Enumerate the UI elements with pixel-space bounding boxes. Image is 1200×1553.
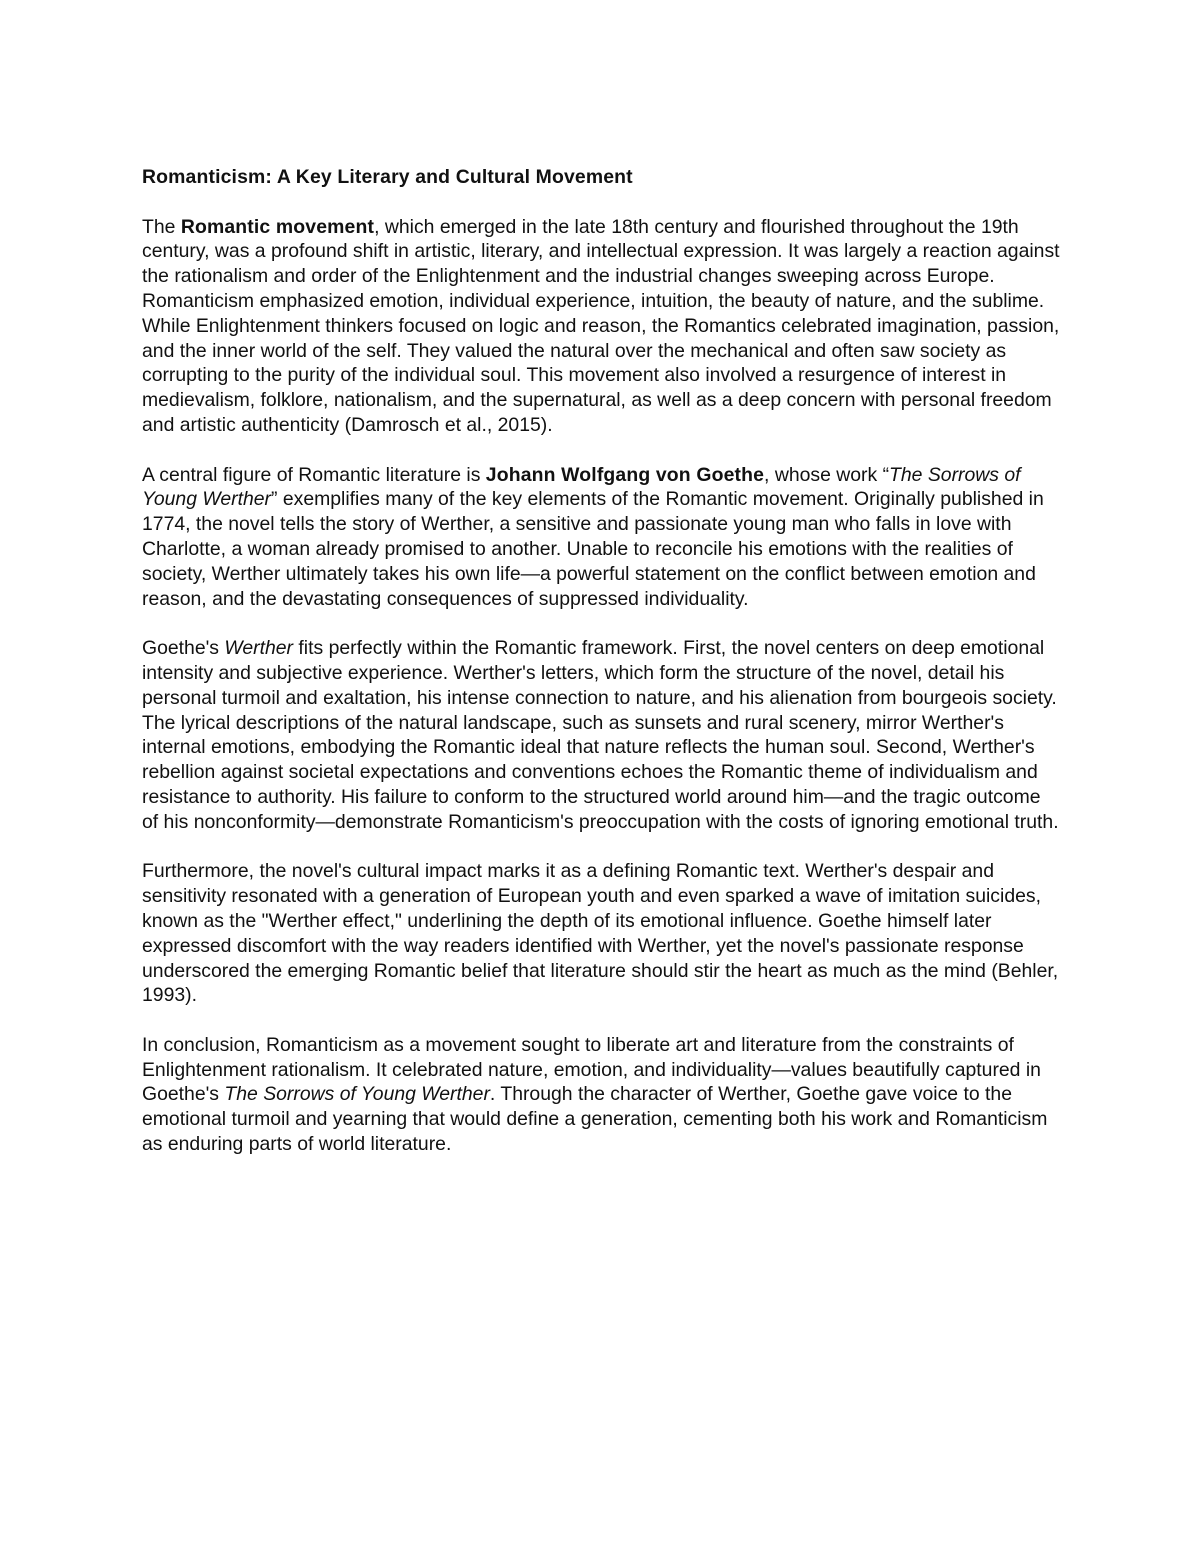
text-run: . Through the character of Werther, Goethe gave voice to the emotional turmoil and yearning that would define a generation, cementing both his work and Romanticism as enduring parts of world literature.	[142, 1083, 1048, 1156]
text-run: The	[142, 215, 181, 238]
text-run: In conclusion, Romanticism as a movement sought to liberate art and literature from the constraints of Enlightenment rationalism. It celebrated nature, emotion, and individuality—values beautifully captured in Goethe's	[142, 1033, 1041, 1106]
body-paragraph	[142, 636, 1062, 834]
document-title: Romanticism: A Key Literary and Cultural Movement	[142, 166, 633, 188]
italic-text: The Sorrows of Young Werther	[142, 463, 1021, 511]
document-page	[142, 165, 1062, 1182]
bold-text: Romantic movement	[180, 215, 375, 238]
body-paragraph	[142, 1033, 1062, 1157]
text-run: fits perfectly within the Romantic framework. First, the novel centers on deep emotional intensity and subjective experience. Werther's letters, which form the structure of the novel, detail his personal turmoil and exaltation, his intense connection to nature, and his alienation from bourgeois society. The lyrical descriptions of the natural landscape, such as sunsets and rural scenery, mirror Werther's internal emotions, embodying the Romantic ideal that nature reflects the human soul. Second, Werther's rebellion against societal expectations and conventions echoes the Romantic theme of individualism and resistance to authority. His failure to conform to the structured world around him—and the tragic outcome of his nonconformity—demonstrate Romanticism's preoccupation with the costs of ignoring emotional truth.	[142, 637, 1059, 833]
text-run: ” exemplifies many of the key elements of the Romantic movement. Originally published in 1774, the novel tells the story of Werther, a sensitive and passionate young man who falls in love with Charlotte, a woman already promised to another. Unable to reconcile his emotions with the realities of society, Werther ultimately takes his own life—a powerful statement on the conflict between emotion and reason, and the devastating consequences of suppressed individuality.	[142, 488, 1044, 610]
text-run: Furthermore, the novel's cultural impact marks it as a defining Romantic text. Werther's despair and sensitivity resonated with a generation of European youth and even sparked a wave of imitation suicides, known as the "Werther effect," underlining the depth of its emotional influence. Goethe himself later expressed discomfort with the way readers identified with Werther, yet the novel's passionate response underscored the emerging Romantic belief that literature should stir the heart as much as the mind (Behler, 1993).	[142, 860, 1059, 1007]
italic-text: The Sorrows of Young Werther	[224, 1083, 490, 1106]
body-paragraph	[142, 859, 1062, 1008]
document-body	[142, 215, 1062, 1157]
body-paragraph	[142, 463, 1062, 612]
text-run: A central figure of Romantic literature is	[142, 463, 486, 486]
body-paragraph	[142, 215, 1062, 438]
italic-text: Werther	[224, 637, 294, 660]
text-run: , which emerged in the late 18th century and flourished throughout the 19th century, was a profound shift in artistic, literary, and intellectual expression. It was largely a reaction against the rationalism and order of the Enlightenment and the industrial changes sweeping across Europe. Romanticism emphasized emotion, individual experience, intuition, the beauty of nature, and the sublime. While Enlightenment thinkers focused on logic and reason, the Romantics celebrated imagination, passion, and the inner world of the self. They valued the natural over the mechanical and often saw society as corrupting to the purity of the individual soul. This movement also involved a resurgence of interest in medievalism, folklore, nationalism, and the supernatural, as well as a deep concern with personal freedom and artistic authenticity (Damrosch et al., 2015).	[142, 215, 1060, 436]
text-run: Goethe's	[142, 637, 225, 660]
text-run: , whose work “	[764, 463, 890, 486]
bold-text: Johann Wolfgang von Goethe	[485, 463, 765, 486]
